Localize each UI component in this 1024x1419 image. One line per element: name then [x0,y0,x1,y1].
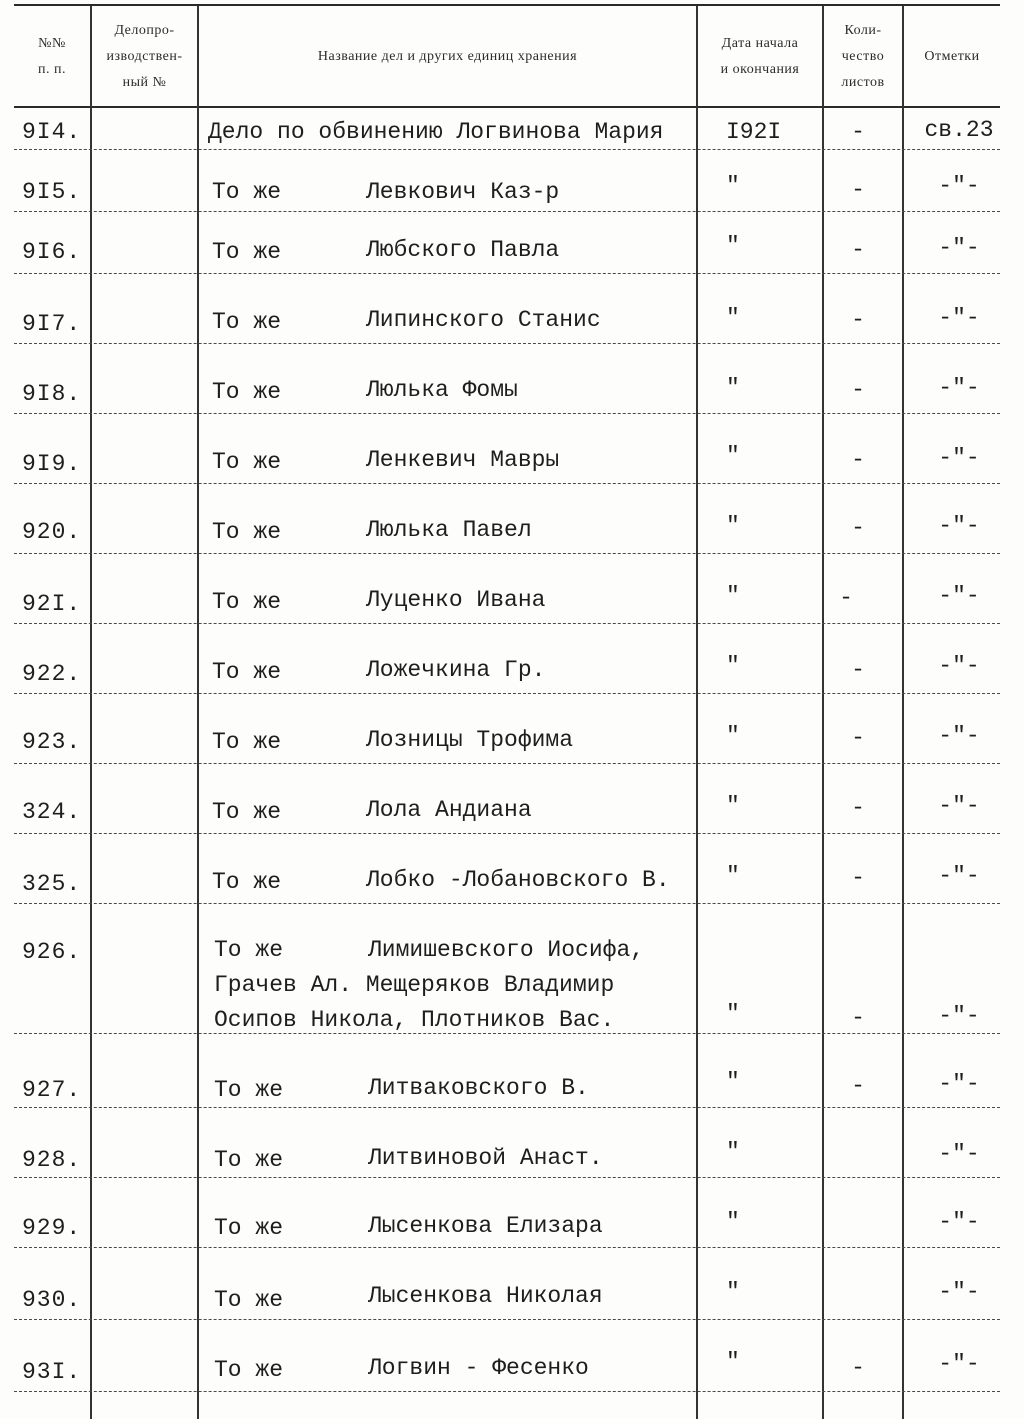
row-notes: -"- [938,653,980,679]
row-sheets: - [851,1005,865,1031]
row-notes: -"- [938,1071,980,1097]
table-row [14,1108,1000,1178]
row-number: 9I7. [22,311,82,337]
row-kind: То же [214,1357,284,1383]
row-name: Логвин - Фесенко [368,1355,589,1381]
table-row [14,212,1000,274]
row-divider [14,1391,1000,1392]
row-name: Липинского Станис [366,307,601,333]
row-title: Дело по обвинению Логвинова Мария [208,119,664,145]
row-number: 9I9. [22,451,82,477]
row-kind: То же [214,1287,284,1313]
row-name: Луценко Ивана [366,587,546,613]
table-row [14,764,1000,834]
row-number: 930. [22,1287,82,1313]
row-kind: То же [212,309,282,335]
table-row [14,344,1000,414]
row-kind: То же [212,379,282,405]
header-office-number: Делопро- изводствен- ный № [106,23,183,90]
table-row [14,150,1000,212]
table-row [14,274,1000,344]
row-name: Литваковского В. [368,1075,589,1101]
row-date: " [726,1001,740,1027]
header-title: Название дел и других единиц хранения [317,49,578,64]
row-date: " [726,513,740,539]
row-sheets: - [851,725,865,751]
row-notes: -"- [938,723,980,749]
row-date: " [726,443,740,469]
table-row [14,1178,1000,1248]
row-name: Любского Павла [366,237,560,263]
row-kind: То же [212,179,282,205]
row-name-continued: Осипов Никола, Плотников Вас. [214,1007,615,1033]
table-row [14,834,1000,904]
row-name: Левкович Каз-р [366,179,560,205]
row-name-continued: Грачев Ал. Мещеряков Владимир [214,972,615,998]
row-number: 92I. [22,591,82,617]
row-kind: То же [214,1215,284,1241]
row-date: " [726,793,740,819]
row-date: " [726,1069,740,1095]
row-sheets: - [851,1355,865,1381]
row-date: " [726,723,740,749]
row-date: " [726,375,740,401]
row-date: " [726,305,740,331]
row-number: 922. [22,661,82,687]
header-notes: Отметки [924,49,980,64]
header-dates: Дата начала и окончания [720,36,800,77]
header-number: №№ п. п. [38,36,66,77]
row-date: " [726,1279,740,1305]
row-notes: -"- [938,235,980,261]
row-date: " [726,653,740,679]
table-row [14,624,1000,694]
row-date: " [726,1209,740,1235]
table-row [14,484,1000,554]
row-notes: -"- [938,1141,980,1167]
row-kind: То же [212,869,282,895]
row-kind: То же [214,1147,284,1173]
row-name: Ленкевич Мавры [366,447,560,473]
row-number: 929. [22,1215,82,1241]
row-notes: -"- [938,305,980,331]
row-date: " [726,233,740,259]
row-notes: -"- [938,375,980,401]
row-notes: -"- [938,793,980,819]
row-sheets: - [851,377,865,403]
table-row [14,108,1000,150]
row-sheets: - [851,1073,865,1099]
row-sheets: - [851,515,865,541]
row-sheets: - [839,585,853,611]
row-notes: -"- [938,445,980,471]
row-name: Лысенкова Елизара [368,1213,603,1239]
row-name: Ложечкина Гр. [366,657,546,683]
row-date: " [726,1139,740,1165]
table-row [14,414,1000,484]
row-sheets: - [851,865,865,891]
row-number: 93I. [22,1359,82,1385]
row-notes: -"- [938,1351,980,1377]
row-number: 325. [22,871,82,897]
row-number: 9I4. [22,119,82,145]
row-kind: То же [212,519,282,545]
row-notes: -"- [938,173,980,199]
header-sheets: Коли- чество листов [841,23,885,90]
row-kind: То же [212,589,282,615]
row-notes: -"- [938,863,980,889]
table-row [14,1248,1000,1320]
row-name: Лола Андиана [366,797,532,823]
row-date: " [726,173,740,199]
row-number: 926. [22,939,82,965]
table-top-border [14,4,1000,6]
table-row [14,554,1000,624]
table-row [14,1034,1000,1108]
row-kind: То же [214,937,284,963]
row-number: 928. [22,1147,82,1173]
row-kind: То же [212,799,282,825]
row-number: 9I5. [22,179,82,205]
row-date: " [726,583,740,609]
row-notes: св.23 [924,117,994,143]
row-sheets: - [851,795,865,821]
row-notes: -"- [938,1279,980,1305]
row-date: " [726,863,740,889]
row-kind: То же [212,239,282,265]
row-name: Лозницы Трофима [366,727,574,753]
row-name: Лысенкова Николая [368,1283,603,1309]
row-notes: -"- [938,1209,980,1235]
row-kind: То же [212,659,282,685]
row-kind: То же [212,449,282,475]
table-row [14,1320,1000,1392]
row-name: Лобко -Лобановского В. [366,867,670,893]
table-row [14,904,1000,1034]
row-number: 920. [22,519,82,545]
row-date: I92I [726,119,782,145]
row-date: " [726,1349,740,1375]
row-name: Люлька Фомы [366,377,518,403]
row-sheets: - [851,237,865,263]
row-number: 9I8. [22,381,82,407]
row-notes: -"- [938,513,980,539]
row-notes: -"- [938,583,980,609]
row-number: 927. [22,1077,82,1103]
row-name: Литвиновой Анаст. [368,1145,603,1171]
row-sheets: - [851,177,865,203]
row-sheets: - [851,307,865,333]
row-sheets: - [851,119,865,145]
row-sheets: - [851,447,865,473]
row-number: 923. [22,729,82,755]
row-kind: То же [212,729,282,755]
row-name: Люлька Павел [366,517,532,543]
row-number: 9I6. [22,239,82,265]
table-row [14,694,1000,764]
row-kind: То же [214,1077,284,1103]
row-sheets: - [851,657,865,683]
row-notes: -"- [938,1003,980,1029]
row-number: 324. [22,799,82,825]
row-name: Лимишевского Иосифа, [368,937,645,963]
